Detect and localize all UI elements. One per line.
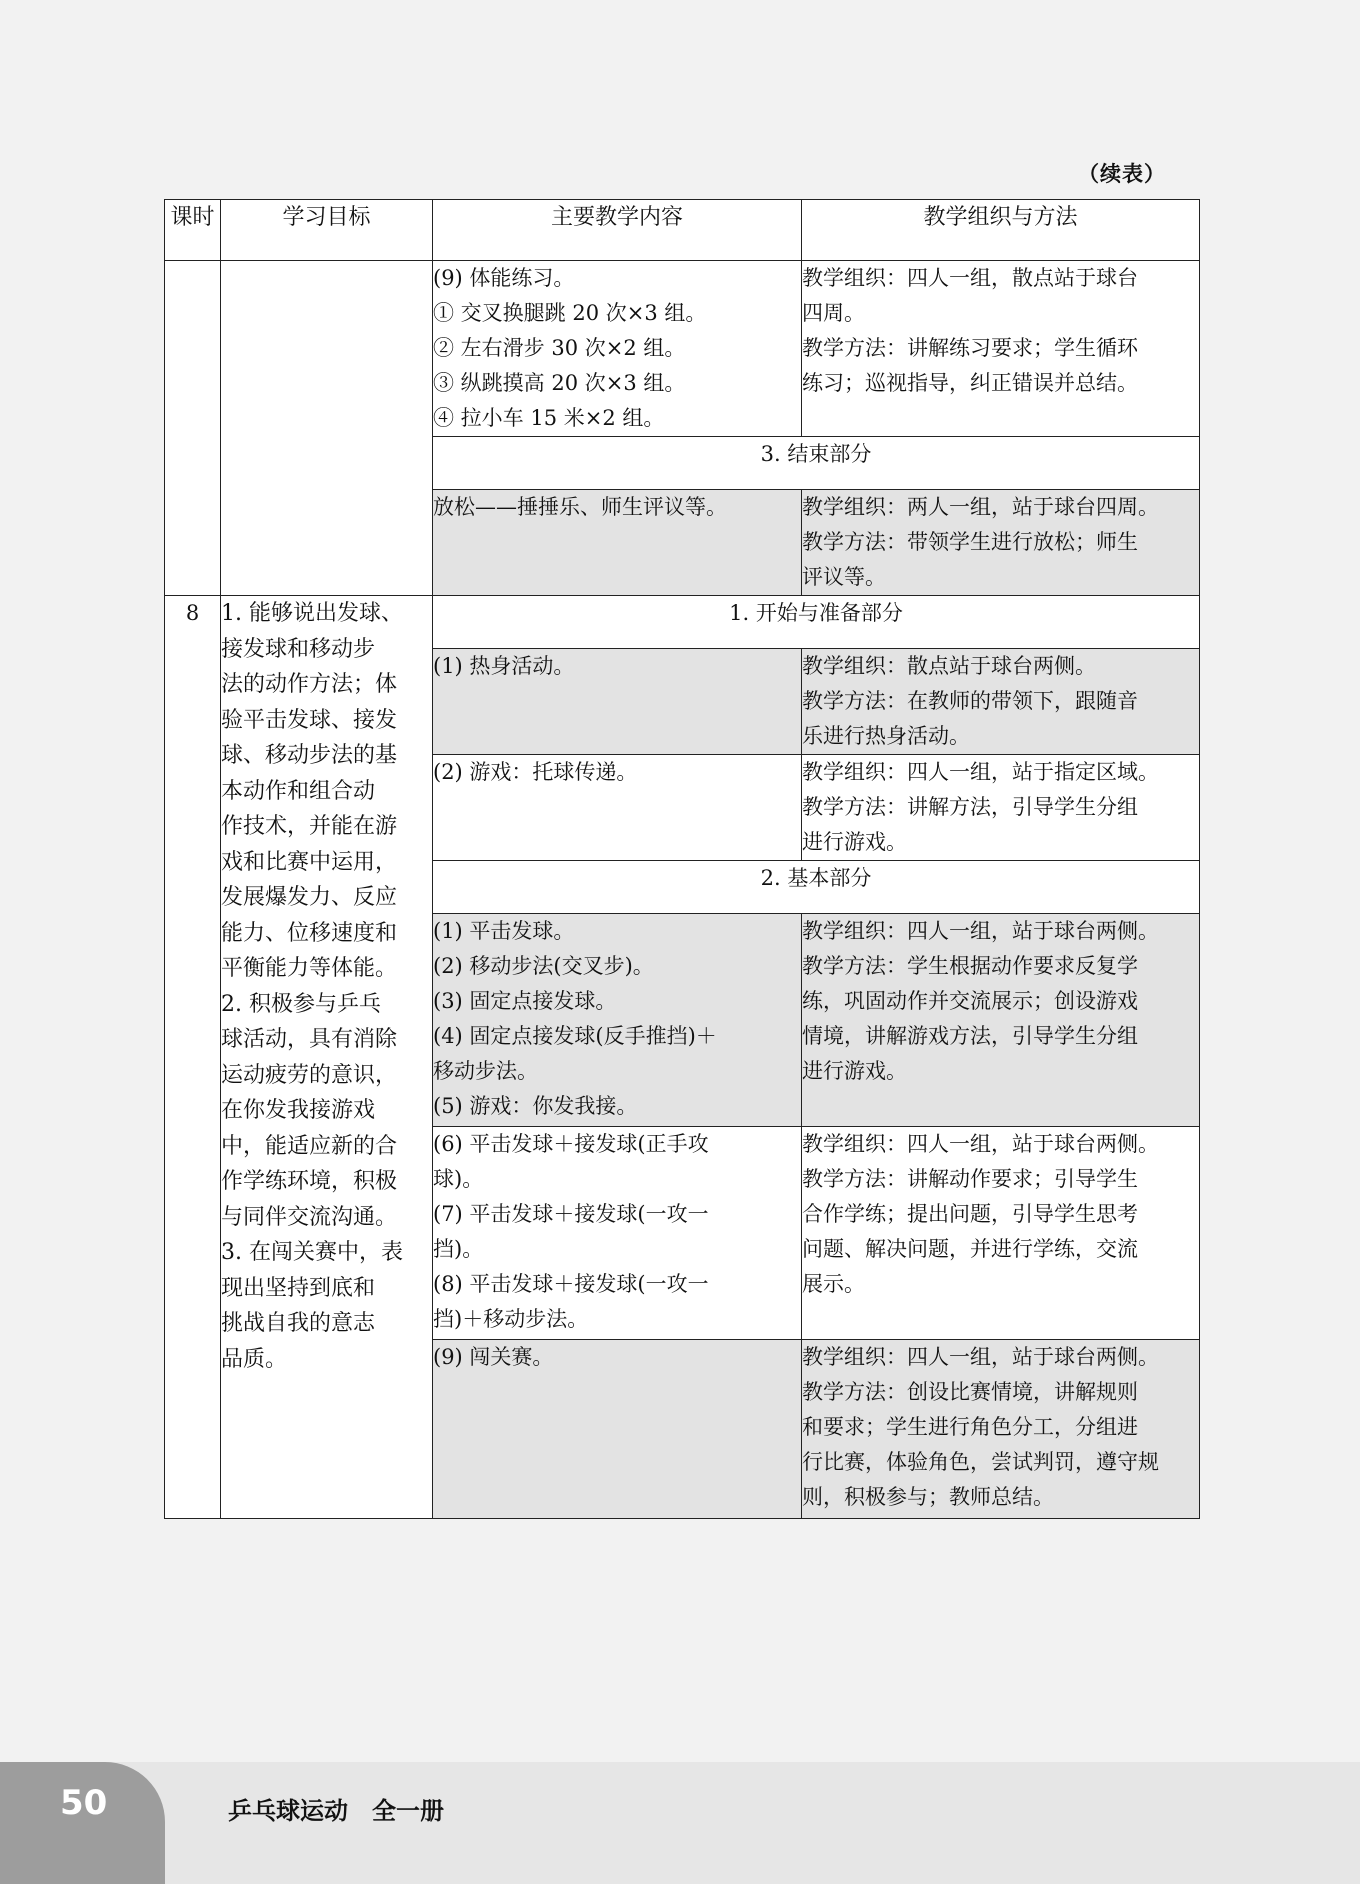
content-cell: (9) 闯关赛。 [433, 1340, 802, 1519]
page-number-tab [0, 1762, 165, 1884]
lesson-number-cell-empty [165, 261, 221, 596]
method-cell: 教学组织：四人一组，站于指定区域。 教学方法：讲解方法，引导学生分组 进行游戏。 [802, 755, 1200, 861]
method-cell: 教学组织：四人一组，站于球台两侧。 教学方法：讲解动作要求；引导学生 合作学练；提出问题，引导学生思考 问题、解决问题，并进行学练，交流 展示。 [802, 1127, 1200, 1340]
lesson-number: 8 [165, 596, 221, 1519]
continued-table-note: （续表） [1078, 162, 1166, 186]
page-number: 50 [60, 1783, 108, 1823]
goals-cell-empty [221, 261, 433, 596]
content-cell: (9) 体能练习。 ① 交叉换腿跳 20 次×3 组。 ② 左右滑步 30 次×2 组。 ③ 纵跳摸高 20 次×3 组。 ④ 拉小车 15 米×2 组。 [433, 261, 802, 437]
lesson-plan-table [164, 199, 1200, 1519]
content-cell: 放松——捶捶乐、师生评议等。 [433, 490, 802, 596]
learning-goals-cell: 1. 能够说出发球、 接发球和移动步 法的动作方法；体 验平击发球、接发 球、移动步法的基 本动作和组合动 作技术，并能在游 戏和比赛中运用， 发展爆发力、反应 能力、位移速度和 平衡能力等体能。 2. 积极参与乒乓 球活动，具有消除 运动疲劳的意识， 在你发我接游戏 中，能适应新的合 作学练环境，积极 与同伴交流沟通。 3. 在闯关赛中，表 现出坚持到底和 挑战自我的意志 品质。 [221, 596, 433, 1519]
section-row [165, 596, 1200, 649]
content-cell: (2) 游戏：托球传递。 [433, 755, 802, 861]
table-row [165, 261, 1200, 437]
method-cell: 教学组织：散点站于球台两侧。 教学方法：在教师的带领下，跟随音 乐进行热身活动。 [802, 649, 1200, 755]
table-header-row [165, 200, 1200, 261]
method-cell: 教学组织：两人一组，站于球台四周。 教学方法：带领学生进行放松；师生 评议等。 [802, 490, 1200, 596]
content-cell: (1) 平击发球。 (2) 移动步法(交叉步)。 (3) 固定点接发球。 (4) 固定点接发球(反手推挡)＋ 移动步法。 (5) 游戏：你发我接。 [433, 914, 802, 1127]
header-lesson: 课时 [165, 200, 221, 261]
header-method: 教学组织与方法 [802, 200, 1200, 261]
content-cell: (1) 热身活动。 [433, 649, 802, 755]
section-basic-title: 2. 基本部分 [433, 861, 1200, 914]
header-content: 主要教学内容 [433, 200, 802, 261]
method-cell: 教学组织：四人一组，站于球台两侧。 教学方法：学生根据动作要求反复学 练，巩固动作并交流展示；创设游戏 情境，讲解游戏方法，引导学生分组 进行游戏。 [802, 914, 1200, 1127]
content-cell: (6) 平击发球＋接发球(正手攻 球)。 (7) 平击发球＋接发球(一攻一 挡)。 (8) 平击发球＋接发球(一攻一 挡)＋移动步法。 [433, 1127, 802, 1340]
header-goals: 学习目标 [221, 200, 433, 261]
section-end-title: 3. 结束部分 [433, 437, 1200, 490]
section-start-title: 1. 开始与准备部分 [433, 596, 1200, 649]
footer-band [0, 1762, 1360, 1884]
book-title: 乒乓球运动 全一册 [228, 1797, 444, 1825]
method-cell: 教学组织：四人一组，站于球台两侧。 教学方法：创设比赛情境，讲解规则 和要求；学生进行角色分工，分组进 行比赛，体验角色，尝试判罚，遵守规 则，积极参与；教师总结。 [802, 1340, 1200, 1519]
method-cell: 教学组织：四人一组，散点站于球台 四周。 教学方法：讲解练习要求；学生循环 练习；巡视指导，纠正错误并总结。 [802, 261, 1200, 437]
